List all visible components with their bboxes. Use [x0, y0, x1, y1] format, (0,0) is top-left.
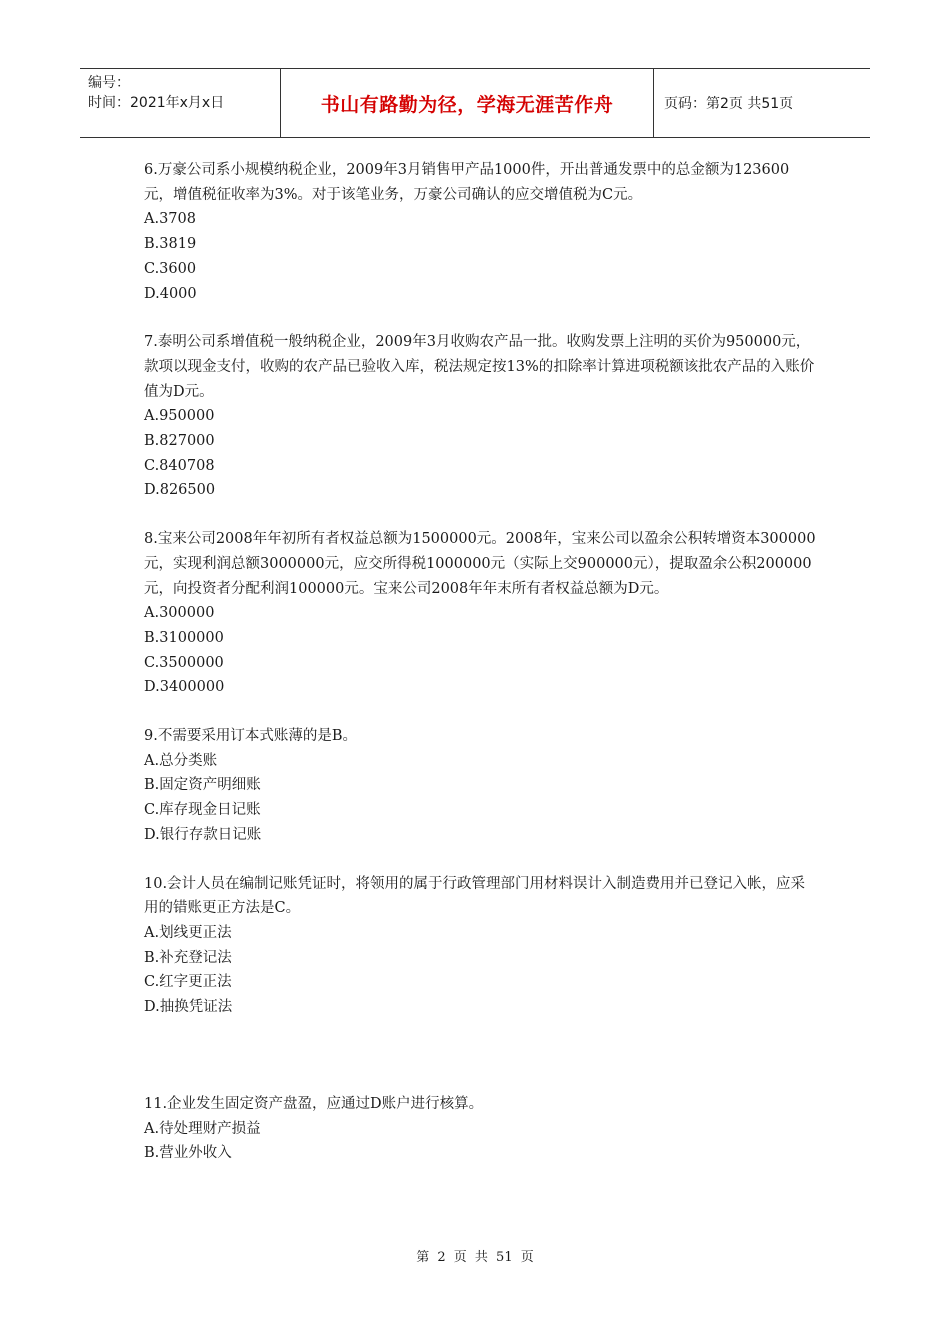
option-b: B.固定资产明细账: [144, 777, 261, 794]
option-a: A.待处理财产损益: [144, 1120, 261, 1137]
question-stem: 11.企业发生固定资产盘盈，应通过D账户进行核算。: [144, 1095, 484, 1112]
option-a: A.300000: [144, 605, 215, 622]
question-stem: 8.宝来公司2008年年初所有者权益总额为1500000元。2008年，宝来公司以盈余公积转增资本300000元，实现利润总额3000000元，应交所得税1000000元（实际上交900000元），提取盈余公积200000元，向投资者分配利润100000元。宝来公司2008年年末所有者权益总额为D元。: [144, 531, 816, 597]
document-date-label: 时间：2021年x月x日: [88, 95, 225, 111]
option-d: D.4000: [144, 285, 197, 302]
option-d: D.3400000: [144, 679, 225, 696]
page-footer: 第 2 页 共 51 页: [416, 1250, 534, 1265]
option-a: A.950000: [144, 408, 215, 425]
question-11: [144, 1092, 816, 1166]
question-stem: 9.不需要采用订本式账薄的是B。: [144, 728, 357, 745]
option-a: A.总分类账: [144, 752, 218, 769]
option-b: B.827000: [144, 433, 215, 450]
option-c: C.库存现金日记账: [144, 802, 261, 819]
option-c: C.840708: [144, 457, 215, 474]
question-6: [144, 158, 816, 306]
question-10: [144, 872, 816, 1020]
option-c: C.3500000: [144, 654, 224, 671]
header-page-number: 页码：第2页 共51页: [664, 96, 794, 112]
option-b: B.补充登记法: [144, 949, 232, 966]
option-a: A.划线更正法: [144, 924, 232, 941]
question-stem: 7.泰明公司系增值税一般纳税企业，2009年3月收购农产品一批。收购发票上注明的买价为950000元，款项以现金支付，收购的农产品已验收入库，税法规定按13%的扣除率计算进项税额该批农产品的入账价值为D元。: [144, 334, 815, 400]
question-stem: 6.万豪公司系小规模纳税企业，2009年3月销售甲产品1000件，开出普通发票中的总金额为123600元，增值税征收率为3%。对于该笔业务，万豪公司确认的应交增值税为C元。: [144, 162, 790, 203]
question-stem: 10.会计人员在编制记账凭证时，将领用的属于行政管理部门用材料误计入制造费用并已登记入帐，应采用的错账更正方法是C。: [144, 875, 806, 917]
option-c: C.3600: [144, 260, 197, 277]
header-meta-cell: [80, 69, 281, 137]
document-body: [144, 158, 816, 1190]
option-c: C.红字更正法: [144, 974, 232, 991]
option-a: A.3708: [144, 211, 196, 228]
header-motto: 书山有路勤为径，学海无涯苦作舟: [281, 69, 654, 137]
option-b: B.3100000: [144, 629, 224, 646]
option-b: B.3819: [144, 236, 197, 253]
question-9: [144, 724, 816, 848]
question-8: [144, 527, 816, 700]
option-d: D.826500: [144, 482, 216, 499]
option-d: D.抽换凭证法: [144, 999, 233, 1016]
question-7: [144, 330, 816, 503]
document-number-label: 编号：: [88, 75, 130, 91]
page-header: [80, 68, 870, 138]
option-d: D.银行存款日记账: [144, 826, 262, 843]
option-b: B.营业外收入: [144, 1145, 232, 1162]
